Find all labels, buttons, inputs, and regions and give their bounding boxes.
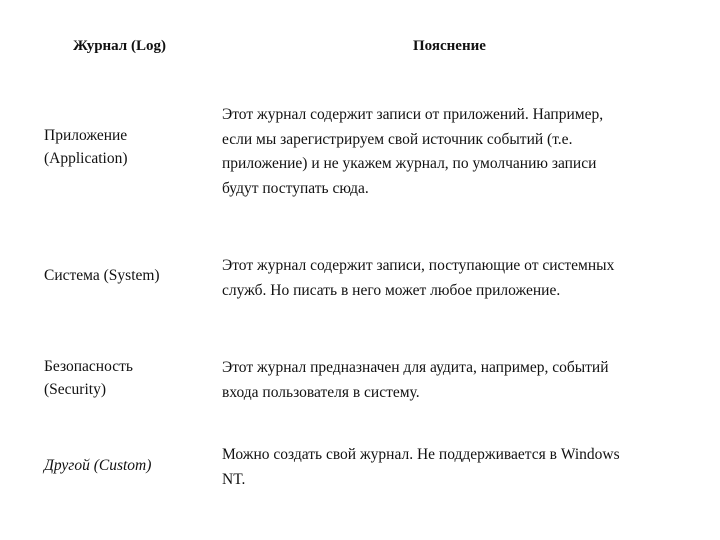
- log-name-application: Приложение (Application): [44, 127, 128, 167]
- column-header-description: Пояснение: [413, 38, 486, 54]
- log-name-security: Безопасность (Security): [44, 358, 133, 398]
- description-application: Этот журнал содержит записи от приложений. Например, если мы зарегистрируем свой источник событий (т.е. приложение) и не укажем журнал, по умолчанию записи будут поступать сюда.: [222, 106, 604, 197]
- description-security: Этот журнал предназначен для аудита, например, событий входа пользователя в систему.: [222, 359, 609, 401]
- description-system: Этот журнал содержит записи, поступающие от системных служб. Но писать в него может любое приложение.: [222, 257, 615, 299]
- description-custom: Можно создать свой журнал. Не поддерживается в Windows NT.: [222, 446, 620, 488]
- log-name-system: Система (System): [44, 267, 160, 284]
- log-name-custom: Другой (Custom): [44, 457, 152, 474]
- column-header-log: Журнал (Log): [73, 38, 166, 54]
